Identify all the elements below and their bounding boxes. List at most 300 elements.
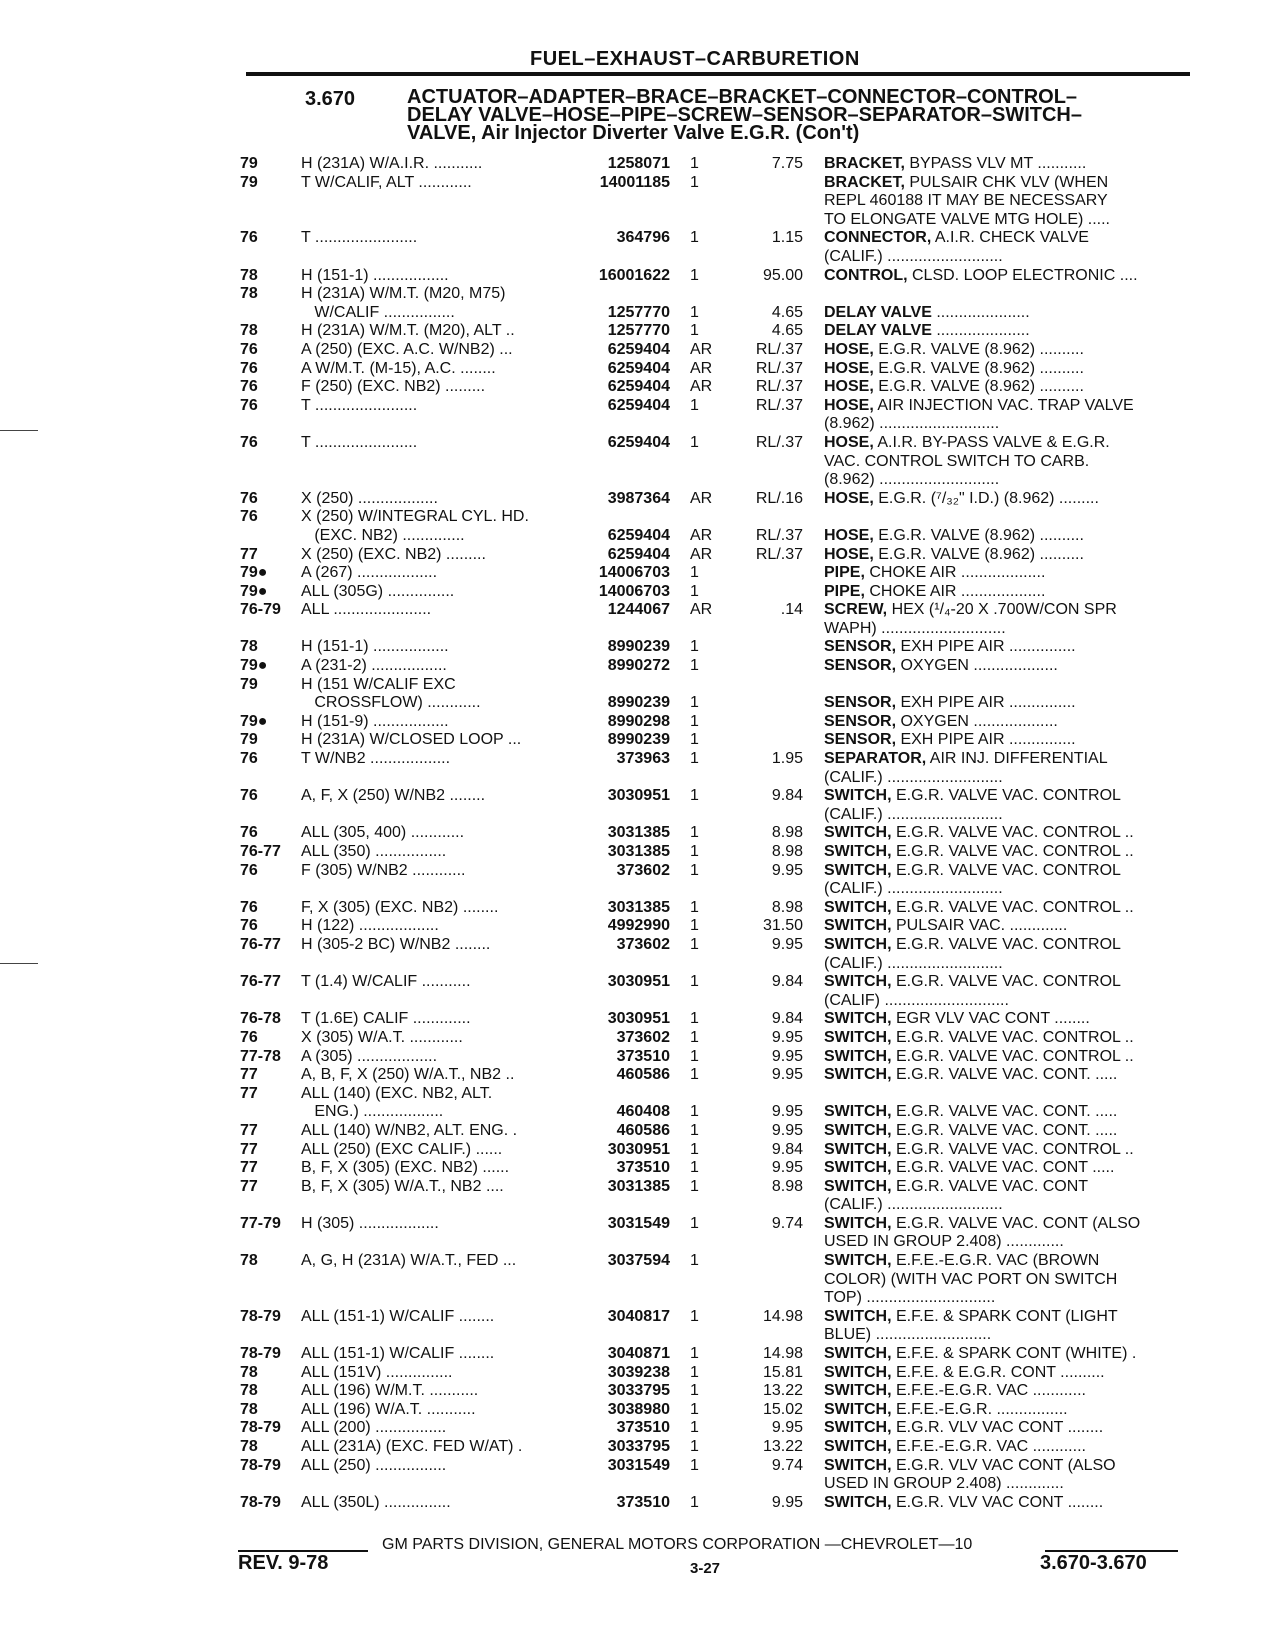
row-part-number: 3033795 bbox=[607, 1382, 670, 1400]
row-application: ALL (140) (EXC. NB2, ALT. bbox=[301, 1084, 493, 1102]
row-quantity: 1 bbox=[690, 824, 699, 842]
row-part-number: 373510 bbox=[616, 1159, 670, 1177]
row-year: 78 bbox=[240, 1252, 258, 1270]
header-rule bbox=[246, 72, 1190, 76]
row-application: F (250) (EXC. NB2) ......... bbox=[301, 378, 486, 396]
row-description-text: ..................... bbox=[931, 303, 1030, 321]
row-description-keyword: SENSOR, bbox=[824, 657, 897, 675]
row-description-text: E.G.R. VALVE (8.962) .......... bbox=[873, 340, 1084, 358]
row-description bbox=[824, 1178, 1194, 1215]
row-application: A, F, X (250) W/NB2 ........ bbox=[301, 787, 486, 805]
row-part-number: 6259404 bbox=[607, 359, 670, 377]
row-description bbox=[824, 1457, 1194, 1494]
row-application: A (305) .................. bbox=[301, 1047, 438, 1065]
table-row bbox=[0, 1122, 1280, 1141]
row-description-keyword: BRACKET, bbox=[824, 173, 905, 191]
table-row bbox=[0, 1401, 1280, 1420]
row-description-keyword: HOSE, bbox=[824, 526, 874, 544]
row-application: ALL (151-1) W/CALIF ........ bbox=[301, 1307, 495, 1325]
row-year: 76 bbox=[240, 917, 258, 935]
row-description-text: A.I.R. BY-PASS VALVE & E.G.R. VAC. CONTROL SWITCH TO CARB. (8.962) ........................... bbox=[824, 433, 1110, 489]
row-year: 76 bbox=[240, 229, 258, 247]
row-description-text: E.G.R. VALVE VAC. CONT (CALIF.) .......................... bbox=[824, 1177, 1089, 1214]
row-application: A, B, F, X (250) W/A.T., NB2 .. bbox=[301, 1066, 515, 1084]
row-part-number: 3030951 bbox=[607, 973, 670, 991]
table-row bbox=[0, 1215, 1280, 1252]
row-year: 79● bbox=[240, 712, 268, 730]
row-year: 76 bbox=[240, 508, 258, 526]
row-application: ALL (250) ................ bbox=[301, 1456, 447, 1474]
row-application: H (151 W/CALIF EXC bbox=[301, 675, 456, 693]
row-price: 9.84 bbox=[771, 1010, 803, 1028]
row-description-text: E.G.R. VLV VAC CONT (ALSO USED IN GROUP 2.408) ............. bbox=[824, 1456, 1116, 1493]
row-quantity: AR bbox=[690, 526, 713, 544]
row-price: 9.84 bbox=[771, 973, 803, 991]
row-quantity: AR bbox=[690, 359, 713, 377]
row-year: 76-77 bbox=[240, 973, 281, 991]
row-description-keyword: SWITCH, bbox=[824, 1140, 892, 1158]
table-row bbox=[0, 267, 1280, 286]
row-description bbox=[824, 360, 1194, 379]
row-part-number: 8990239 bbox=[607, 638, 670, 656]
row-price: 15.81 bbox=[762, 1363, 803, 1381]
table-row bbox=[0, 936, 1280, 973]
row-part-number: 3031549 bbox=[607, 1214, 670, 1232]
row-year: 77-78 bbox=[240, 1047, 281, 1065]
table-row bbox=[0, 731, 1280, 750]
table-row bbox=[0, 155, 1280, 174]
row-description-text: E.F.E. & SPARK CONT (WHITE) . bbox=[891, 1345, 1137, 1363]
row-description-text: E.G.R. VLV VAC CONT ........ bbox=[891, 1419, 1104, 1437]
row-year: 78 bbox=[240, 1363, 258, 1381]
row-description bbox=[824, 434, 1194, 490]
row-description-text: E.G.R. VALVE VAC. CONTROL (CALIF.) .......................... bbox=[824, 935, 1121, 972]
row-description bbox=[824, 601, 1194, 638]
row-quantity: 1 bbox=[690, 1028, 699, 1046]
row-description-text: CLSD. LOOP ELECTRONIC .... bbox=[907, 266, 1138, 284]
row-application: A (267) .................. bbox=[301, 564, 438, 582]
row-part-number: 3031385 bbox=[607, 1177, 670, 1195]
row-quantity: 1 bbox=[690, 396, 699, 414]
row-year: 78-79 bbox=[240, 1456, 281, 1474]
row-part-number: 6259404 bbox=[607, 396, 670, 414]
margin-mark bbox=[0, 430, 38, 431]
row-price: RL/.37 bbox=[755, 526, 803, 544]
row-quantity: 1 bbox=[690, 1493, 699, 1511]
footer-publisher: GM PARTS DIVISION, GENERAL MOTORS CORPORATION —CHEVROLET—10 bbox=[382, 1536, 973, 1553]
row-quantity: 1 bbox=[690, 155, 699, 172]
row-description-text: E.G.R. VALVE VAC. CONTROL (CALIF) ............................ bbox=[824, 973, 1121, 1009]
row-application: F (305) W/NB2 ............ bbox=[301, 861, 466, 879]
row-application: A, G, H (231A) W/A.T., FED ... bbox=[301, 1252, 517, 1270]
row-application: F, X (305) (EXC. NB2) ........ bbox=[301, 898, 499, 916]
row-part-number: 3987364 bbox=[607, 489, 670, 507]
table-row bbox=[0, 973, 1280, 1010]
row-price: RL/.37 bbox=[755, 433, 803, 451]
row-quantity: 1 bbox=[690, 266, 699, 284]
row-year: 78-79 bbox=[240, 1419, 281, 1437]
row-part-number: 6259404 bbox=[607, 340, 670, 358]
row-description-keyword: HOSE, bbox=[824, 396, 874, 414]
row-application: H (231A) W/M.T. (M20), ALT .. bbox=[301, 322, 515, 340]
row-description bbox=[824, 1419, 1194, 1438]
row-description-text: E.G.R. VALVE VAC. CONTROL .. bbox=[891, 824, 1134, 842]
row-price: RL/.37 bbox=[755, 378, 803, 396]
row-description-keyword: SWITCH, bbox=[824, 1252, 892, 1270]
row-quantity: 1 bbox=[690, 1214, 699, 1232]
row-quantity: 1 bbox=[690, 1382, 699, 1400]
table-row bbox=[0, 824, 1280, 843]
row-price: 8.98 bbox=[771, 824, 803, 842]
row-year: 78 bbox=[240, 285, 258, 303]
row-quantity: 1 bbox=[690, 582, 699, 600]
row-application: ALL (196) W/A.T. ........... bbox=[301, 1400, 476, 1418]
row-application: T ....................... bbox=[301, 229, 418, 247]
row-description-keyword: SWITCH, bbox=[824, 1345, 892, 1363]
row-description-keyword: SWITCH, bbox=[824, 1363, 892, 1381]
row-price: 9.95 bbox=[771, 861, 803, 879]
row-part-number: 373963 bbox=[616, 750, 670, 768]
table-row bbox=[0, 862, 1280, 899]
row-description-text: E.F.E. & E.G.R. CONT .......... bbox=[891, 1363, 1105, 1381]
row-year: 78 bbox=[240, 322, 258, 340]
row-price: 4.65 bbox=[771, 322, 803, 340]
row-price: 9.74 bbox=[771, 1456, 803, 1474]
row-part-number: 3031385 bbox=[607, 843, 670, 860]
row-year: 77-79 bbox=[240, 1214, 281, 1232]
row-application: ALL (305G) ............... bbox=[301, 582, 455, 600]
row-description-text: OXYGEN ................... bbox=[896, 657, 1058, 675]
row-quantity: 1 bbox=[690, 564, 699, 582]
row-description-keyword: SENSOR, bbox=[824, 731, 897, 749]
table-row bbox=[0, 1438, 1280, 1457]
row-description-text: E.G.R. VALVE VAC. CONTROL .. bbox=[891, 843, 1134, 860]
row-description-text: EGR VLV VAC CONT ........ bbox=[891, 1010, 1090, 1028]
section-title-line: ACTUATOR–ADAPTER–BRACE–BRACKET–CONNECTOR–CONTROL– bbox=[407, 86, 1078, 108]
row-part-number: 14006703 bbox=[598, 564, 670, 582]
row-application: H (305-2 BC) W/NB2 ........ bbox=[301, 935, 491, 953]
row-description-keyword: SWITCH, bbox=[824, 1103, 892, 1121]
row-quantity: 1 bbox=[690, 433, 699, 451]
table-row bbox=[0, 1159, 1280, 1178]
row-application: A (250) (EXC. A.C. W/NB2) ... bbox=[301, 340, 513, 358]
row-application: B, F, X (305) W/A.T., NB2 .... bbox=[301, 1177, 504, 1195]
table-row bbox=[0, 1457, 1280, 1494]
row-description bbox=[824, 1438, 1194, 1457]
table-row bbox=[0, 713, 1280, 732]
row-description-text: E.F.E.-E.G.R. ................ bbox=[891, 1400, 1068, 1418]
table-row bbox=[0, 899, 1280, 918]
row-price: .14 bbox=[780, 601, 803, 619]
row-description-text: E.G.R. VALVE VAC. CONTROL .. bbox=[891, 898, 1134, 916]
table-row bbox=[0, 1029, 1280, 1048]
row-quantity: 1 bbox=[690, 229, 699, 247]
row-description bbox=[824, 267, 1194, 286]
row-application: T (1.4) W/CALIF ........... bbox=[301, 973, 471, 991]
row-description bbox=[824, 322, 1194, 341]
row-year: 79 bbox=[240, 155, 258, 172]
row-description bbox=[824, 750, 1194, 787]
row-part-number: 6259404 bbox=[607, 545, 670, 563]
row-price: 14.98 bbox=[762, 1345, 803, 1363]
row-description-text: PULSAIR CHK VLV (WHEN REPL 460188 IT MAY BE NECESSARY TO ELONGATE VALVE MTG HOLE) ..... bbox=[824, 173, 1110, 228]
row-year: 76-77 bbox=[240, 935, 281, 953]
row-part-number: 1257770 bbox=[607, 303, 670, 321]
row-description bbox=[824, 862, 1194, 899]
row-year: 76 bbox=[240, 433, 258, 451]
row-price: 8.98 bbox=[771, 843, 803, 860]
row-description-keyword: SWITCH, bbox=[824, 861, 892, 879]
table-row bbox=[0, 1382, 1280, 1401]
row-description-text: EXH PIPE AIR ............... bbox=[896, 638, 1076, 656]
row-application: ALL (231A) (EXC. FED W/AT) . bbox=[301, 1438, 523, 1456]
row-description bbox=[824, 1141, 1194, 1160]
row-description-text: E.G.R. VALVE VAC. CONT. ..... bbox=[891, 1066, 1118, 1084]
row-part-number: 6259404 bbox=[607, 433, 670, 451]
row-application: A (231-2) ................. bbox=[301, 657, 447, 675]
row-year: 76 bbox=[240, 861, 258, 879]
row-price: 8.98 bbox=[771, 898, 803, 916]
row-description-text: OXYGEN ................... bbox=[896, 712, 1058, 730]
row-application: ALL (196) W/M.T. ........... bbox=[301, 1382, 479, 1400]
row-year: 76 bbox=[240, 359, 258, 377]
table-row bbox=[0, 527, 1280, 546]
row-description-text: E.G.R. VALVE (8.962) .......... bbox=[873, 378, 1084, 396]
row-price: 9.84 bbox=[771, 787, 803, 805]
row-application: H (231A) W/M.T. (M20, M75) bbox=[301, 285, 506, 303]
row-description-text: E.G.R. VALVE VAC. CONT (ALSO USED IN GROUP 2.408) ............. bbox=[824, 1214, 1141, 1251]
row-price: 8.98 bbox=[771, 1177, 803, 1195]
row-year: 78-79 bbox=[240, 1345, 281, 1363]
row-year: 76 bbox=[240, 824, 258, 842]
row-quantity: 1 bbox=[690, 1345, 699, 1363]
row-description bbox=[824, 304, 1194, 323]
row-description bbox=[824, 936, 1194, 973]
row-part-number: 364796 bbox=[616, 229, 670, 247]
row-application: ALL (200) ................ bbox=[301, 1419, 447, 1437]
row-quantity: 1 bbox=[690, 322, 699, 340]
row-description-keyword: SWITCH, bbox=[824, 1028, 892, 1046]
row-description-text: HEX (¹/₄-20 X .700W/CON SPR WAPH) ............................ bbox=[824, 601, 1117, 637]
row-description-keyword: SWITCH, bbox=[824, 1121, 892, 1139]
row-description-text: E.G.R. VALVE VAC. CONT ..... bbox=[891, 1159, 1115, 1177]
row-description-keyword: CONNECTOR, bbox=[824, 229, 932, 247]
row-description-text: EXH PIPE AIR ............... bbox=[896, 731, 1076, 749]
row-price: 9.95 bbox=[771, 1121, 803, 1139]
row-year: 77 bbox=[240, 1121, 258, 1139]
row-application: ALL (305, 400) ............ bbox=[301, 824, 465, 842]
row-part-number: 373510 bbox=[616, 1419, 670, 1437]
row-description-keyword: HOSE, bbox=[824, 433, 874, 451]
row-description bbox=[824, 490, 1194, 509]
row-part-number: 3040817 bbox=[607, 1307, 670, 1325]
table-row bbox=[0, 360, 1280, 379]
row-year: 79● bbox=[240, 582, 268, 600]
row-description bbox=[824, 843, 1194, 862]
row-year: 78 bbox=[240, 1438, 258, 1456]
row-application: H (231A) W/A.I.R. ........... bbox=[301, 155, 483, 172]
row-description-keyword: HOSE, bbox=[824, 340, 874, 358]
row-application: W/CALIF ................ bbox=[301, 303, 455, 321]
section-title-line: DELAY VALVE–HOSE–PIPE–SCREW–SENSOR–SEPARATOR–SWITCH– bbox=[407, 104, 1082, 126]
table-row bbox=[0, 601, 1280, 638]
row-description bbox=[824, 1382, 1194, 1401]
row-description bbox=[824, 787, 1194, 824]
row-quantity: 1 bbox=[690, 1140, 699, 1158]
row-description bbox=[824, 229, 1194, 266]
row-part-number: 3039238 bbox=[607, 1363, 670, 1381]
table-row bbox=[0, 508, 1280, 527]
row-description bbox=[824, 1401, 1194, 1420]
row-description bbox=[824, 546, 1194, 565]
table-row bbox=[0, 546, 1280, 565]
row-part-number: 14006703 bbox=[598, 582, 670, 600]
row-description-text: E.G.R. VALVE VAC. CONTROL (CALIF.) .......................... bbox=[824, 861, 1121, 898]
row-description bbox=[824, 527, 1194, 546]
section-number: 3.670 bbox=[305, 88, 356, 110]
row-price: 9.95 bbox=[771, 935, 803, 953]
row-application: X (250) .................. bbox=[301, 489, 438, 507]
row-quantity: 1 bbox=[690, 1159, 699, 1177]
row-application: H (151-9) ................. bbox=[301, 712, 449, 730]
row-quantity: 1 bbox=[690, 173, 699, 191]
row-year: 79● bbox=[240, 564, 268, 582]
row-description-text: E.G.R. VALVE VAC. CONT. ..... bbox=[891, 1121, 1118, 1139]
row-description bbox=[824, 1029, 1194, 1048]
table-row bbox=[0, 694, 1280, 713]
row-price: 15.02 bbox=[762, 1400, 803, 1418]
row-price: RL/.37 bbox=[755, 396, 803, 414]
row-quantity: 1 bbox=[690, 1400, 699, 1418]
row-application: ALL (250) (EXC CALIF.) ...... bbox=[301, 1140, 503, 1158]
table-row bbox=[0, 638, 1280, 657]
row-quantity: 1 bbox=[690, 1252, 699, 1270]
row-application: T W/CALIF, ALT ............ bbox=[301, 173, 472, 191]
row-quantity: 1 bbox=[690, 731, 699, 749]
row-part-number: 3038980 bbox=[607, 1400, 670, 1418]
row-part-number: 3030951 bbox=[607, 1010, 670, 1028]
row-application: H (231A) W/CLOSED LOOP ... bbox=[301, 731, 522, 749]
row-description bbox=[824, 397, 1194, 434]
row-year: 76 bbox=[240, 378, 258, 396]
row-description bbox=[824, 638, 1194, 657]
row-description-text: AIR INJ. DIFFERENTIAL (CALIF.) .......................... bbox=[824, 750, 1108, 786]
row-year: 76 bbox=[240, 750, 258, 768]
row-application: T ....................... bbox=[301, 396, 418, 414]
row-price: 95.00 bbox=[762, 266, 803, 284]
table-row bbox=[0, 1010, 1280, 1029]
row-description-keyword: SWITCH, bbox=[824, 1382, 892, 1400]
row-description-text: A.I.R. CHECK VALVE (CALIF.) .......................... bbox=[824, 229, 1089, 265]
row-description-keyword: SWITCH, bbox=[824, 1438, 892, 1456]
row-description bbox=[824, 1066, 1194, 1085]
table-row bbox=[0, 676, 1280, 695]
row-application: ALL (350L) ............... bbox=[301, 1493, 451, 1511]
row-application: ALL (151-1) W/CALIF ........ bbox=[301, 1345, 495, 1363]
margin-mark bbox=[0, 963, 38, 964]
section-title bbox=[407, 88, 1177, 142]
row-quantity: 1 bbox=[690, 1066, 699, 1084]
row-part-number: 1258071 bbox=[607, 155, 670, 172]
row-quantity: 1 bbox=[690, 712, 699, 730]
row-description bbox=[824, 1103, 1194, 1122]
row-price: 7.75 bbox=[771, 155, 803, 172]
row-description bbox=[824, 174, 1194, 230]
row-application: ALL (140) W/NB2, ALT. ENG. . bbox=[301, 1121, 518, 1139]
row-quantity: 1 bbox=[690, 1103, 699, 1121]
row-part-number: 8990239 bbox=[607, 694, 670, 712]
row-description-keyword: SWITCH, bbox=[824, 1307, 892, 1325]
row-description-text: E.F.E.-E.G.R. VAC ............ bbox=[891, 1438, 1086, 1456]
table-row bbox=[0, 1178, 1280, 1215]
row-year: 79 bbox=[240, 675, 258, 693]
row-quantity: AR bbox=[690, 340, 713, 358]
row-quantity: 1 bbox=[690, 973, 699, 991]
row-description-text: EXH PIPE AIR ............... bbox=[896, 694, 1076, 712]
row-application: X (250) W/INTEGRAL CYL. HD. bbox=[301, 508, 529, 526]
table-row bbox=[0, 1103, 1280, 1122]
row-part-number: 8990239 bbox=[607, 731, 670, 749]
row-part-number: 373602 bbox=[616, 1028, 670, 1046]
table-row bbox=[0, 843, 1280, 862]
table-row bbox=[0, 1345, 1280, 1364]
table-row bbox=[0, 304, 1280, 323]
row-description-text: E.G.R. VALVE (8.962) .......... bbox=[873, 545, 1084, 563]
table-row bbox=[0, 564, 1280, 583]
row-part-number: 373510 bbox=[616, 1493, 670, 1511]
table-row bbox=[0, 1085, 1280, 1104]
row-description bbox=[824, 1364, 1194, 1383]
table-row bbox=[0, 1048, 1280, 1067]
row-description bbox=[824, 1345, 1194, 1364]
table-row bbox=[0, 1252, 1280, 1308]
row-description-keyword: HOSE, bbox=[824, 378, 874, 396]
footer-revision: REV. 9-78 bbox=[238, 1552, 329, 1574]
row-year: 78-79 bbox=[240, 1493, 281, 1511]
table-row bbox=[0, 1141, 1280, 1160]
row-description-keyword: SWITCH, bbox=[824, 824, 892, 842]
row-year: 77 bbox=[240, 1140, 258, 1158]
row-quantity: AR bbox=[690, 378, 713, 396]
page-header-title: FUEL–EXHAUST–CARBURETION bbox=[530, 48, 860, 70]
row-part-number: 16001622 bbox=[598, 266, 670, 284]
row-year: 78 bbox=[240, 266, 258, 284]
row-description-text: E.G.R. VALVE VAC. CONTROL (CALIF.) .......................... bbox=[824, 787, 1121, 823]
table-row bbox=[0, 1308, 1280, 1345]
row-part-number: 8990272 bbox=[607, 657, 670, 675]
row-description-keyword: SWITCH, bbox=[824, 935, 892, 953]
row-part-number: 460586 bbox=[616, 1066, 670, 1084]
table-row bbox=[0, 917, 1280, 936]
row-application: B, F, X (305) (EXC. NB2) ...... bbox=[301, 1159, 510, 1177]
footer-section-range: 3.670-3.670 bbox=[1040, 1552, 1147, 1574]
table-row bbox=[0, 434, 1280, 490]
row-description-text: E.G.R. VLV VAC CONT ........ bbox=[891, 1493, 1104, 1511]
row-description bbox=[824, 378, 1194, 397]
row-description bbox=[824, 155, 1194, 174]
row-price: 9.95 bbox=[771, 1159, 803, 1177]
row-part-number: 3031385 bbox=[607, 898, 670, 916]
row-application: A W/M.T. (M-15), A.C. ........ bbox=[301, 359, 496, 377]
row-year: 76 bbox=[240, 340, 258, 358]
row-description bbox=[824, 1215, 1194, 1252]
row-quantity: AR bbox=[690, 489, 713, 507]
row-application: (EXC. NB2) .............. bbox=[301, 526, 465, 544]
row-price: 14.98 bbox=[762, 1307, 803, 1325]
row-description-text: E.F.E.-E.G.R. VAC (BROWN COLOR) (WITH VAC PORT ON SWITCH TOP) ............................. bbox=[824, 1252, 1118, 1307]
table-row bbox=[0, 397, 1280, 434]
row-description-keyword: HOSE, bbox=[824, 489, 874, 507]
